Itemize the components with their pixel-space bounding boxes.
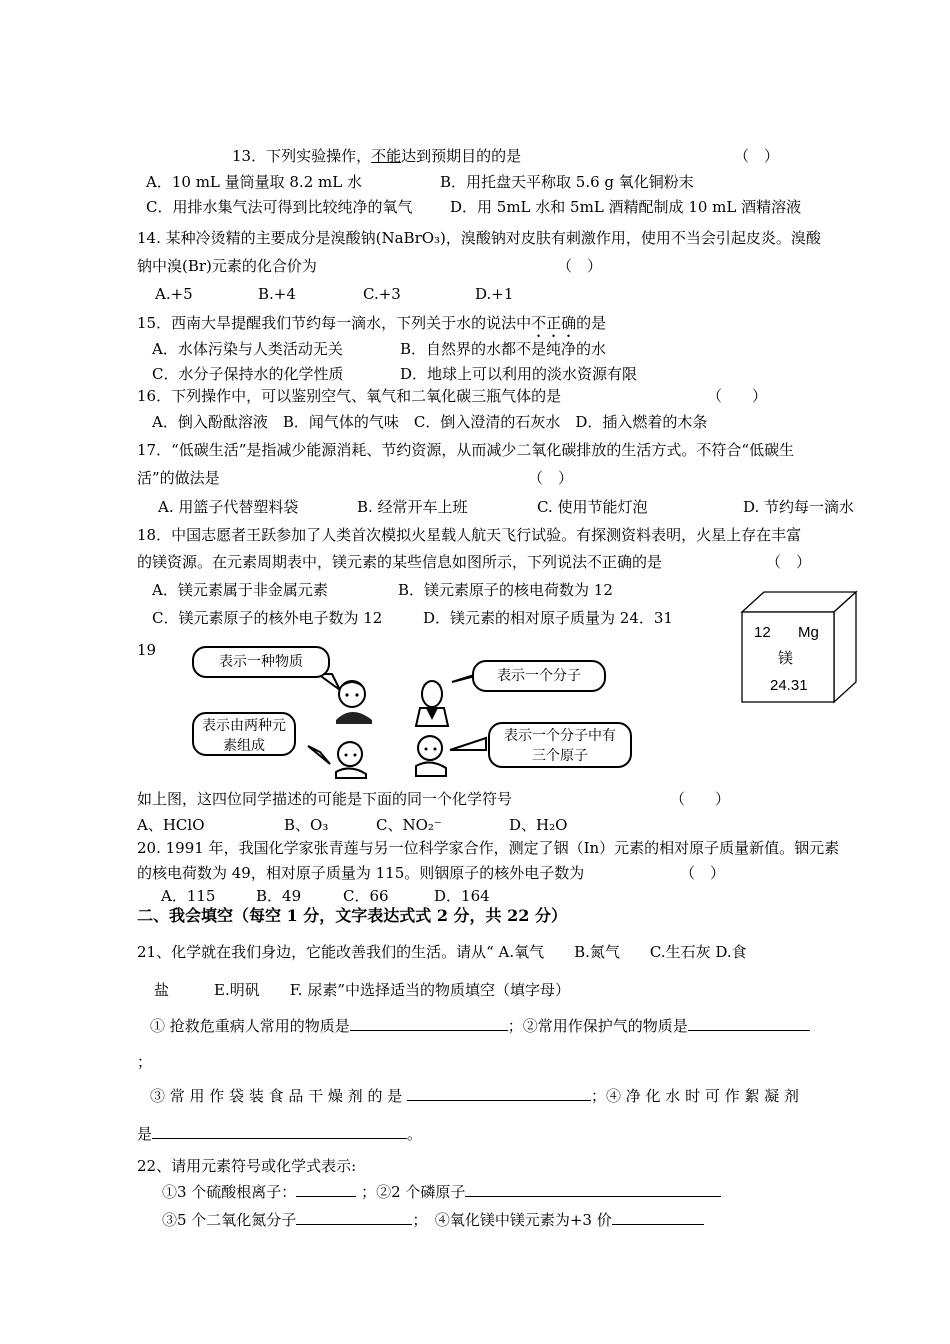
- q18-option-c: C．镁元素原子的核外电子数为 12: [152, 609, 383, 627]
- q20-option-d: D．164: [434, 887, 490, 905]
- q13-answer-paren: （ ）: [734, 147, 780, 165]
- bubble-three-atoms: 表示一个分子中有三个原子: [488, 722, 632, 768]
- q21-blank-1-row: ① 抢救危重病人常用的物质是 ；②常用作保护气的物质是: [150, 1016, 810, 1036]
- q15-option-d: D．地球上可以利用的淡水资源有限: [400, 365, 638, 383]
- q18-answer-paren: （ ）: [766, 553, 812, 571]
- q19-cartoon-figure: [190, 642, 655, 782]
- section-2-title: 二、我会填空（每空 1 分，文字表达式式 2 分，共 22 分）: [137, 906, 567, 925]
- q14-option-c: C.+3: [363, 285, 401, 303]
- q15-option-c: C．水分子保持水的化学性质: [152, 365, 344, 383]
- q21-blank-3-row: ③ 常 用 作 袋 装 食 品 干 燥 剂 的 是 ；④ 净 化 水 时 可 作 絮 凝 剂: [150, 1087, 799, 1105]
- q19-option-d: D、H₂O: [509, 816, 568, 834]
- q21-blank-4[interactable]: [152, 1124, 407, 1139]
- q16-options: A．倒入酚酞溶液 B．闻气体的气味 C．倒入澄清的石灰水 D．插入燃着的木条: [152, 413, 708, 431]
- q13-option-d: D．用 5mL 水和 5mL 酒精配制成 10 mL 酒精溶液: [450, 198, 802, 216]
- q20-option-c: C．66: [343, 887, 389, 905]
- q14-option-d: D.+1: [475, 285, 514, 303]
- q14-answer-paren: （ ）: [557, 257, 603, 275]
- q15-stem: 15．西南大旱提醒我们节约每一滴水，下列关于水的说法中不正确的是: [137, 314, 607, 332]
- q20-line2: 的核电荷数为 49，相对原子质量为 115。则铟原子的核外电子数为: [137, 864, 585, 882]
- q13-stem: 13．下列实验操作，不能达到预期目的的是: [232, 147, 522, 165]
- q19-option-a: A、HClO: [137, 816, 205, 834]
- student-1-icon: [336, 681, 372, 724]
- q22-stem: 22、请用元素符号或化学式表示:: [137, 1157, 357, 1175]
- q22-blank-3[interactable]: [296, 1210, 412, 1225]
- q17-line2: 活”的做法是: [137, 469, 220, 487]
- student-3-icon: [336, 742, 366, 778]
- q22-row-1: ①3 个硫酸根离子： ；②2 个磷原子: [162, 1182, 721, 1202]
- q15-option-a: A．水体污染与人类活动无关: [152, 340, 343, 358]
- student-2-icon: [416, 681, 448, 726]
- q18-option-d: D．镁元素的相对原子质量为 24．31: [423, 609, 673, 627]
- q19-number: 19: [137, 641, 157, 659]
- q22-row-2: ③5 个二氧化氮分子 ； ④氧化镁中镁元素为+3 价: [162, 1210, 704, 1230]
- q16-answer-paren: （ ）: [707, 387, 768, 405]
- element-symbol: Mg: [798, 624, 819, 641]
- q14-option-b: B.+4: [258, 285, 296, 303]
- q19-option-b: B、O₃: [284, 816, 329, 834]
- q20-option-b: B．49: [256, 887, 302, 905]
- q20-option-a: A．115: [161, 887, 216, 905]
- q16-stem: 16．下列操作中，可以鉴别空气、氧气和二氧化碳三瓶气体的是: [137, 387, 562, 405]
- q17-option-a: A. 用篮子代替塑料袋: [158, 498, 299, 516]
- q21-blank-4-row: 是 。: [137, 1125, 423, 1143]
- q15-option-b: B．自然界的水都不是纯净的水: [400, 340, 607, 358]
- q14-line1: 14. 某种冷烫精的主要成分是溴酸钠(NaBrO₃)，溴酸钠对皮肤有刺激作用，使用不当会引起皮炎。溴酸: [137, 229, 821, 247]
- element-name: 镁: [778, 649, 794, 667]
- q22-blank-2[interactable]: [465, 1182, 721, 1197]
- q21-line2: 盐 E.明矾 F. 尿素”中选择适当的物质填空（填字母）: [154, 981, 570, 999]
- q14-option-a: A.+5: [155, 285, 193, 303]
- q20-line1: 20. 1991 年，我国化学家张青莲与另一位科学家合作，测定了铟（In）元素的相对原子质量新值。铟元素: [137, 839, 840, 857]
- q22-blank-4[interactable]: [612, 1210, 704, 1225]
- q17-option-b: B. 经常开车上班: [357, 498, 468, 516]
- bubble-one-molecule: 表示一个分子: [472, 660, 606, 692]
- magnesium-element-box: [740, 590, 858, 704]
- q19-stem: 如上图，这四位同学描述的可能是下面的同一个化学符号: [137, 790, 513, 808]
- q18-option-a: A．镁元素属于非金属元素: [152, 581, 328, 599]
- q21-blank-2[interactable]: [688, 1016, 810, 1031]
- q21-blank-3[interactable]: [407, 1086, 591, 1101]
- q18-option-b: B．镁元素原子的核电荷数为 12: [398, 581, 613, 599]
- q14-line2: 钠中溴(Br)元素的化合价为: [137, 257, 317, 275]
- atomic-number: 12: [754, 624, 771, 641]
- q22-blank-1[interactable]: [296, 1182, 356, 1197]
- q18-line1: 18．中国志愿者王跃参加了人类首次模拟火星载人航天飞行试验。有探测资料表明，火星上存在丰富: [137, 526, 802, 544]
- q21-line1: 21、化学就在我们身边，它能改善我们的生活。请从“ A.氧气 B.氮气 C.生石灰 D.食: [137, 943, 747, 961]
- bubble-one-substance: 表示一种物质: [192, 646, 330, 678]
- q17-option-d: D. 节约每一滴水: [743, 498, 855, 516]
- atomic-mass: 24.31: [770, 677, 808, 694]
- q21-semicolon: ；: [137, 1053, 153, 1071]
- q17-option-c: C. 使用节能灯泡: [537, 498, 648, 516]
- q20-answer-paren: （ ）: [680, 864, 726, 882]
- q21-blank-1[interactable]: [350, 1016, 508, 1031]
- q13-option-a: A．10 mL 量筒量取 8.2 mL 水: [146, 173, 362, 191]
- q19-option-c: C、NO₂⁻: [376, 816, 442, 834]
- q19-answer-paren: （ ）: [670, 790, 731, 808]
- student-4-icon: [416, 736, 446, 776]
- q18-line2: 的镁资源。在元素周期表中，镁元素的某些信息如图所示，下列说法不正确的是: [137, 553, 663, 571]
- bubble-two-elements: 表示由两种元素组成: [192, 712, 296, 756]
- q17-answer-paren: （ ）: [528, 469, 574, 487]
- q13-option-b: B．用托盘天平称取 5.6 g 氧化铜粉末: [440, 173, 694, 191]
- q17-line1: 17．“低碳生活”是指减少能源消耗、节约资源，从而减少二氧化碳排放的生活方式。不符合“低碳生: [137, 441, 795, 459]
- q13-option-c: C．用排水集气法可得到比较纯净的氧气: [146, 198, 413, 216]
